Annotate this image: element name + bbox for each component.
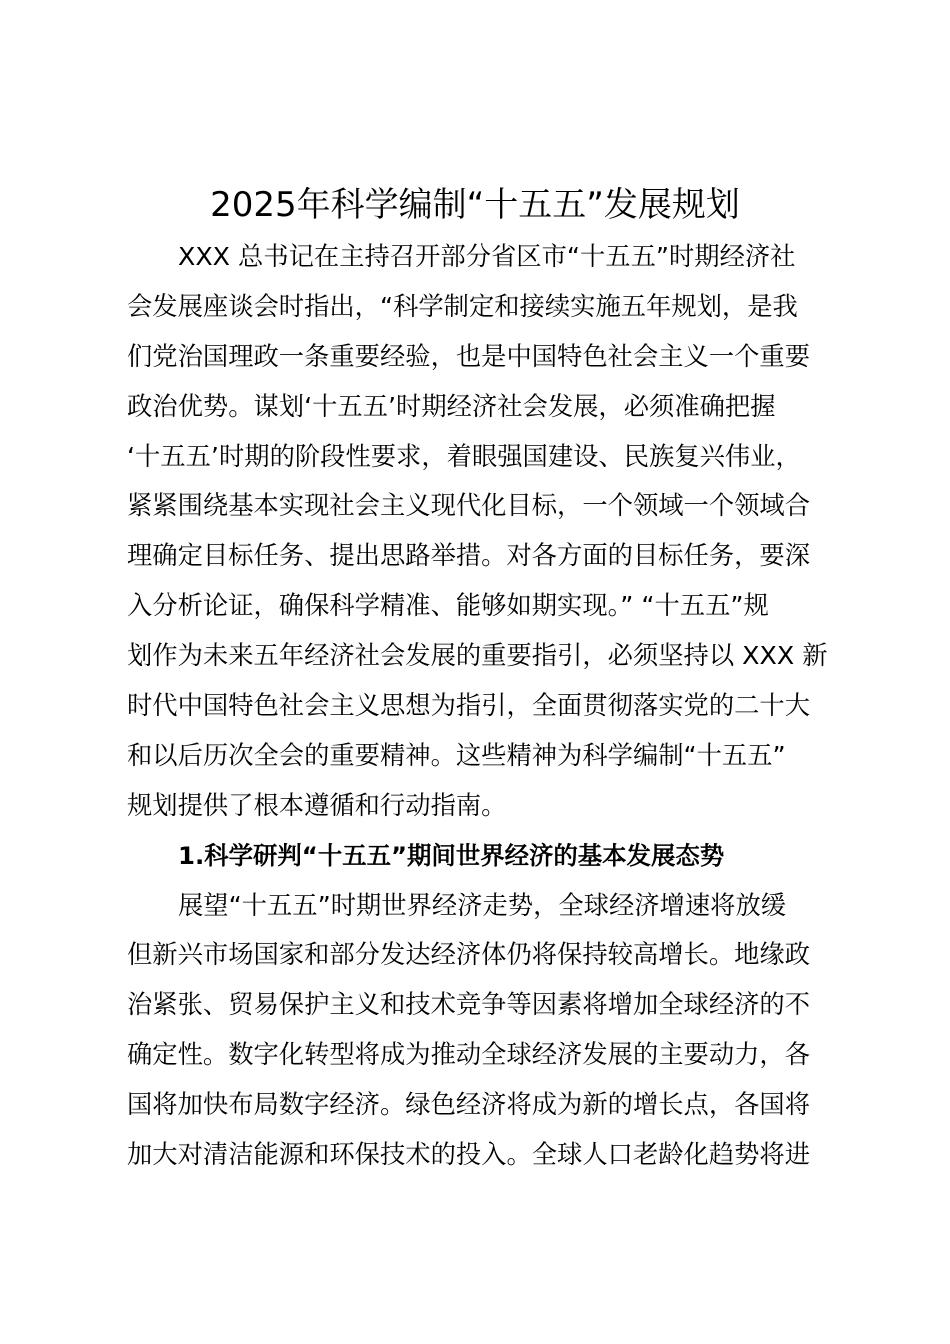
text-line: 入分析论证，确保科学精准、能够如期实现。” “十五五”规	[127, 591, 769, 621]
text-line: 规划提供了根本遵循和行动指南。	[127, 790, 507, 820]
text-line: 但新兴市场国家和部分发达经济体仍将保持较高增长。地缘政	[127, 940, 811, 970]
text-line: 展望“十五五”时期世界经济走势，全球经济增速将放缓	[178, 890, 787, 920]
text-line: 们党治国理政一条重要经验，也是中国特色社会主义一个重要	[127, 341, 811, 371]
text-line: XXX 总书记在主持召开部分省区市“十五五”时期经济社	[178, 242, 796, 271]
text-line: 政治优势。谋划‘十五五’时期经济社会发展，必须准确把握	[127, 391, 776, 421]
text-line: 国将加快布局数字经济。绿色经济将成为新的增长点，各国将	[127, 1090, 811, 1120]
text-line: 时代中国特色社会主义思想为指引，全面贯彻落实党的二十大	[127, 691, 811, 721]
text-line: 治紧张、贸易保护主义和技术竞争等因素将增加全球经济的不	[127, 990, 811, 1020]
text-line: 会发展座谈会时指出，“科学制定和接续实施五年规划，是我	[127, 291, 798, 321]
text-line: 划作为未来五年经济社会发展的重要指引，必须坚持以 XXX 新	[127, 641, 828, 671]
section-heading: 1.科学研判“十五五”期间世界经济的基本发展态势	[178, 840, 725, 870]
document-title: 2025年科学编制“十五五”发展规划	[210, 185, 740, 225]
text-line: 确定性。数字化转型将成为推动全球经济发展的主要动力，各	[127, 1040, 811, 1070]
text-line: 和以后历次全会的重要精神。这些精神为科学编制“十五五”	[127, 740, 786, 770]
text-line: 紧紧围绕基本实现社会主义现代化目标，一个领域一个领域合	[127, 491, 811, 521]
text-line: 理确定目标任务、提出思路举措。对各方面的目标任务，要深	[127, 541, 811, 571]
document-body	[127, 232, 847, 1180]
text-line: 加大对清洁能源和环保技术的投入。全球人口老龄化趋势将进	[127, 1140, 811, 1170]
text-line: ‘十五五’时期的阶段性要求，着眼强国建设、民族复兴伟业，	[127, 441, 801, 471]
